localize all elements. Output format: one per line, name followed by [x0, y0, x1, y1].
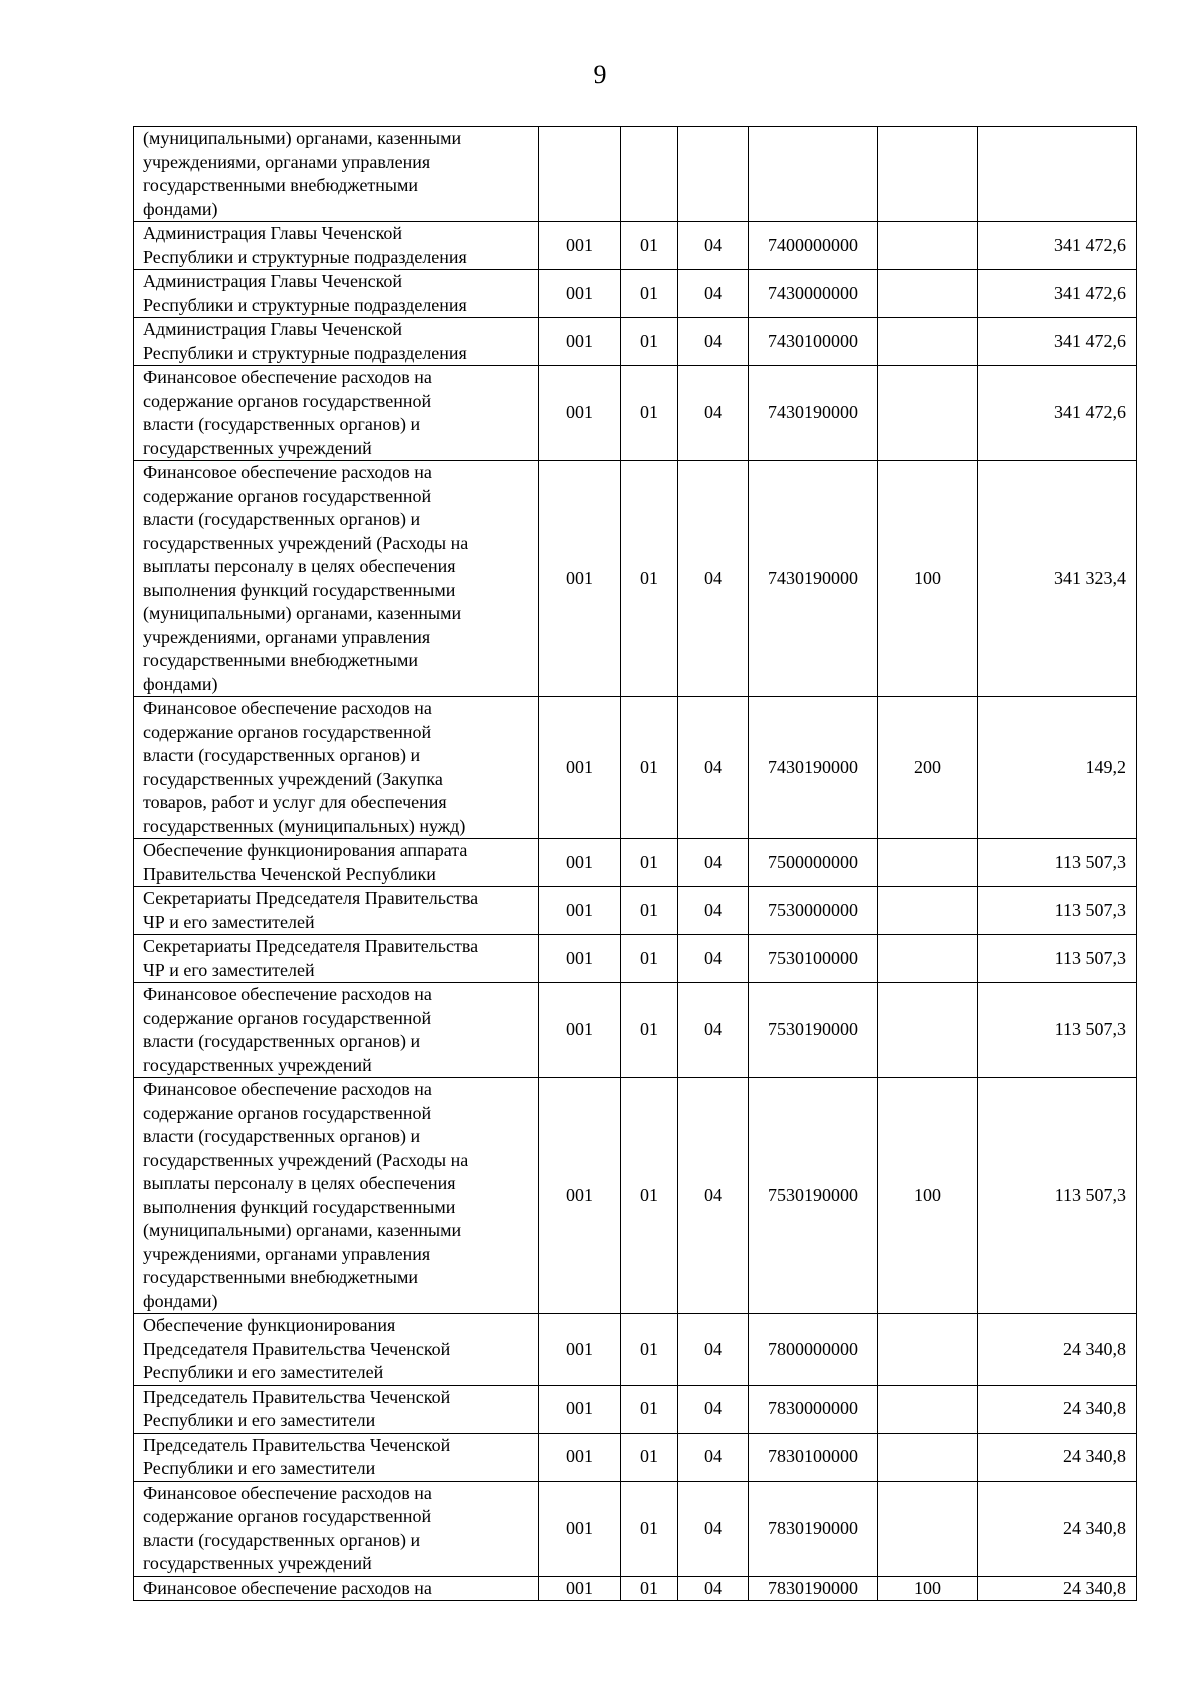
table-row: [134, 1433, 1137, 1481]
expense-type-cell: [878, 1481, 978, 1576]
ministry-code-cell: 001: [539, 1314, 621, 1386]
expense-type-cell: [878, 887, 978, 935]
subsection-code-cell: 04: [678, 1314, 749, 1386]
page-number: 9: [593, 60, 607, 89]
target-article-cell: 7830190000: [749, 1481, 878, 1576]
section-code-cell: 01: [621, 1433, 678, 1481]
target-article-cell: 7530000000: [749, 887, 878, 935]
ministry-code-cell: 001: [539, 1078, 621, 1314]
section-code-cell: 01: [621, 935, 678, 983]
section-code-cell: 01: [621, 697, 678, 839]
expense-name-cell: (муниципальными) органами, казенными учреждениями, органами управления государственными внебюджетными фондами): [134, 127, 539, 222]
sum-cell: [978, 127, 1137, 222]
target-article-cell: 7500000000: [749, 839, 878, 887]
table-row: [134, 887, 1137, 935]
subsection-code-cell: 04: [678, 270, 749, 318]
target-article-cell: 7430000000: [749, 270, 878, 318]
budget-table: [133, 126, 1137, 1601]
table-row: [134, 318, 1137, 366]
ministry-code-cell: 001: [539, 1576, 621, 1601]
sum-cell: 24 340,8: [978, 1433, 1137, 1481]
expense-type-cell: 100: [878, 1576, 978, 1601]
expense-type-cell: [878, 318, 978, 366]
ministry-code-cell: 001: [539, 270, 621, 318]
section-code-cell: 01: [621, 1576, 678, 1601]
table-row: [134, 697, 1137, 839]
subsection-code-cell: 04: [678, 366, 749, 461]
section-code-cell: 01: [621, 1314, 678, 1386]
section-code-cell: 01: [621, 1078, 678, 1314]
target-article-cell: 7830190000: [749, 1576, 878, 1601]
section-code-cell: 01: [621, 318, 678, 366]
table-row: [134, 270, 1137, 318]
ministry-code-cell: 001: [539, 222, 621, 270]
sum-cell: 113 507,3: [978, 1078, 1137, 1314]
table-row: [134, 1481, 1137, 1576]
sum-cell: 341 472,6: [978, 270, 1137, 318]
expense-name-cell: Финансовое обеспечение расходов на: [134, 1576, 539, 1601]
table-row: [134, 1078, 1137, 1314]
target-article-cell: 7400000000: [749, 222, 878, 270]
subsection-code-cell: 04: [678, 1078, 749, 1314]
sum-cell: 24 340,8: [978, 1385, 1137, 1433]
section-code-cell: 01: [621, 270, 678, 318]
section-code-cell: 01: [621, 983, 678, 1078]
section-code-cell: 01: [621, 1481, 678, 1576]
expense-name-cell: Председатель Правительства Чеченской Республики и его заместители: [134, 1385, 539, 1433]
subsection-code-cell: 04: [678, 697, 749, 839]
sum-cell: 24 340,8: [978, 1576, 1137, 1601]
subsection-code-cell: 04: [678, 1385, 749, 1433]
expense-name-cell: Финансовое обеспечение расходов на содержание органов государственной власти (государственных органов) и государственных учреждений: [134, 1481, 539, 1576]
ministry-code-cell: 001: [539, 1385, 621, 1433]
expense-type-cell: 100: [878, 461, 978, 697]
expense-name-cell: Секретариаты Председателя Правительства ЧР и его заместителей: [134, 887, 539, 935]
expense-name-cell: Председатель Правительства Чеченской Республики и его заместители: [134, 1433, 539, 1481]
expense-type-cell: 200: [878, 697, 978, 839]
table-row: [134, 461, 1137, 697]
sum-cell: 113 507,3: [978, 887, 1137, 935]
section-code-cell: 01: [621, 366, 678, 461]
subsection-code-cell: 04: [678, 461, 749, 697]
expense-type-cell: [878, 1385, 978, 1433]
subsection-code-cell: 04: [678, 222, 749, 270]
section-code-cell: 01: [621, 461, 678, 697]
ministry-code-cell: 001: [539, 1481, 621, 1576]
expense-name-cell: Администрация Главы Чеченской Республики и структурные подразделения: [134, 318, 539, 366]
section-code-cell: 01: [621, 887, 678, 935]
subsection-code-cell: 04: [678, 1433, 749, 1481]
target-article-cell: 7530190000: [749, 1078, 878, 1314]
sum-cell: 113 507,3: [978, 839, 1137, 887]
table-row: [134, 935, 1137, 983]
target-article-cell: 7430190000: [749, 366, 878, 461]
expense-type-cell: [878, 935, 978, 983]
table-row: [134, 366, 1137, 461]
sum-cell: 24 340,8: [978, 1481, 1137, 1576]
section-code-cell: 01: [621, 1385, 678, 1433]
table-row: [134, 1314, 1137, 1386]
subsection-code-cell: 04: [678, 983, 749, 1078]
target-article-cell: 7430100000: [749, 318, 878, 366]
expense-type-cell: 100: [878, 1078, 978, 1314]
expense-name-cell: Секретариаты Председателя Правительства ЧР и его заместителей: [134, 935, 539, 983]
target-article-cell: 7430190000: [749, 697, 878, 839]
table-row: [134, 127, 1137, 222]
expense-name-cell: Администрация Главы Чеченской Республики и структурные подразделения: [134, 270, 539, 318]
subsection-code-cell: 04: [678, 887, 749, 935]
expense-name-cell: Финансовое обеспечение расходов на содержание органов государственной власти (государственных органов) и государственных учреждений (Закупка товаров, работ и услуг для обеспечения государственных (муниципальных) нужд): [134, 697, 539, 839]
sum-cell: 341 323,4: [978, 461, 1137, 697]
ministry-code-cell: 001: [539, 318, 621, 366]
sum-cell: 149,2: [978, 697, 1137, 839]
table-row: [134, 1576, 1137, 1601]
subsection-code-cell: 04: [678, 1481, 749, 1576]
ministry-code-cell: 001: [539, 983, 621, 1078]
section-code-cell: 01: [621, 839, 678, 887]
ministry-code-cell: 001: [539, 697, 621, 839]
expense-name-cell: Финансовое обеспечение расходов на содержание органов государственной власти (государственных органов) и государственных учреждений: [134, 983, 539, 1078]
expense-type-cell: [878, 1433, 978, 1481]
sum-cell: 113 507,3: [978, 935, 1137, 983]
ministry-code-cell: 001: [539, 461, 621, 697]
target-article-cell: [749, 127, 878, 222]
target-article-cell: 7430190000: [749, 461, 878, 697]
expense-type-cell: [878, 1314, 978, 1386]
expense-type-cell: [878, 366, 978, 461]
table-row: [134, 222, 1137, 270]
ministry-code-cell: 001: [539, 839, 621, 887]
subsection-code-cell: [678, 127, 749, 222]
target-article-cell: 7530100000: [749, 935, 878, 983]
section-code-cell: [621, 127, 678, 222]
expense-type-cell: [878, 127, 978, 222]
expense-type-cell: [878, 983, 978, 1078]
sum-cell: 24 340,8: [978, 1314, 1137, 1386]
table-row: [134, 1385, 1137, 1433]
table-row: [134, 839, 1137, 887]
target-article-cell: 7830100000: [749, 1433, 878, 1481]
expense-name-cell: Финансовое обеспечение расходов на содержание органов государственной власти (государственных органов) и государственных учреждений (Расходы на выплаты персоналу в целях обеспечения выполнения функций государственными (муниципальными) органами, казенными учреждениями, органами управления государственными внебюджетными фондами): [134, 461, 539, 697]
expense-name-cell: Обеспечение функционирования Председателя Правительства Чеченской Республики и его заместителей: [134, 1314, 539, 1386]
ministry-code-cell: 001: [539, 887, 621, 935]
expense-name-cell: Финансовое обеспечение расходов на содержание органов государственной власти (государственных органов) и государственных учреждений: [134, 366, 539, 461]
subsection-code-cell: 04: [678, 935, 749, 983]
budget-table-body: [134, 127, 1137, 1601]
expense-type-cell: [878, 839, 978, 887]
subsection-code-cell: 04: [678, 318, 749, 366]
ministry-code-cell: 001: [539, 1433, 621, 1481]
sum-cell: 341 472,6: [978, 366, 1137, 461]
target-article-cell: 7800000000: [749, 1314, 878, 1386]
sum-cell: 341 472,6: [978, 318, 1137, 366]
ministry-code-cell: 001: [539, 935, 621, 983]
expense-name-cell: Обеспечение функционирования аппарата Правительства Чеченской Республики: [134, 839, 539, 887]
sum-cell: 341 472,6: [978, 222, 1137, 270]
expense-type-cell: [878, 222, 978, 270]
section-code-cell: 01: [621, 222, 678, 270]
ministry-code-cell: [539, 127, 621, 222]
target-article-cell: 7830000000: [749, 1385, 878, 1433]
target-article-cell: 7530190000: [749, 983, 878, 1078]
expense-type-cell: [878, 270, 978, 318]
sum-cell: 113 507,3: [978, 983, 1137, 1078]
expense-name-cell: Администрация Главы Чеченской Республики и структурные подразделения: [134, 222, 539, 270]
ministry-code-cell: 001: [539, 366, 621, 461]
table-row: [134, 983, 1137, 1078]
expense-name-cell: Финансовое обеспечение расходов на содержание органов государственной власти (государственных органов) и государственных учреждений (Расходы на выплаты персоналу в целях обеспечения выполнения функций государственными (муниципальными) органами, казенными учреждениями, органами управления государственными внебюджетными фондами): [134, 1078, 539, 1314]
subsection-code-cell: 04: [678, 1576, 749, 1601]
subsection-code-cell: 04: [678, 839, 749, 887]
